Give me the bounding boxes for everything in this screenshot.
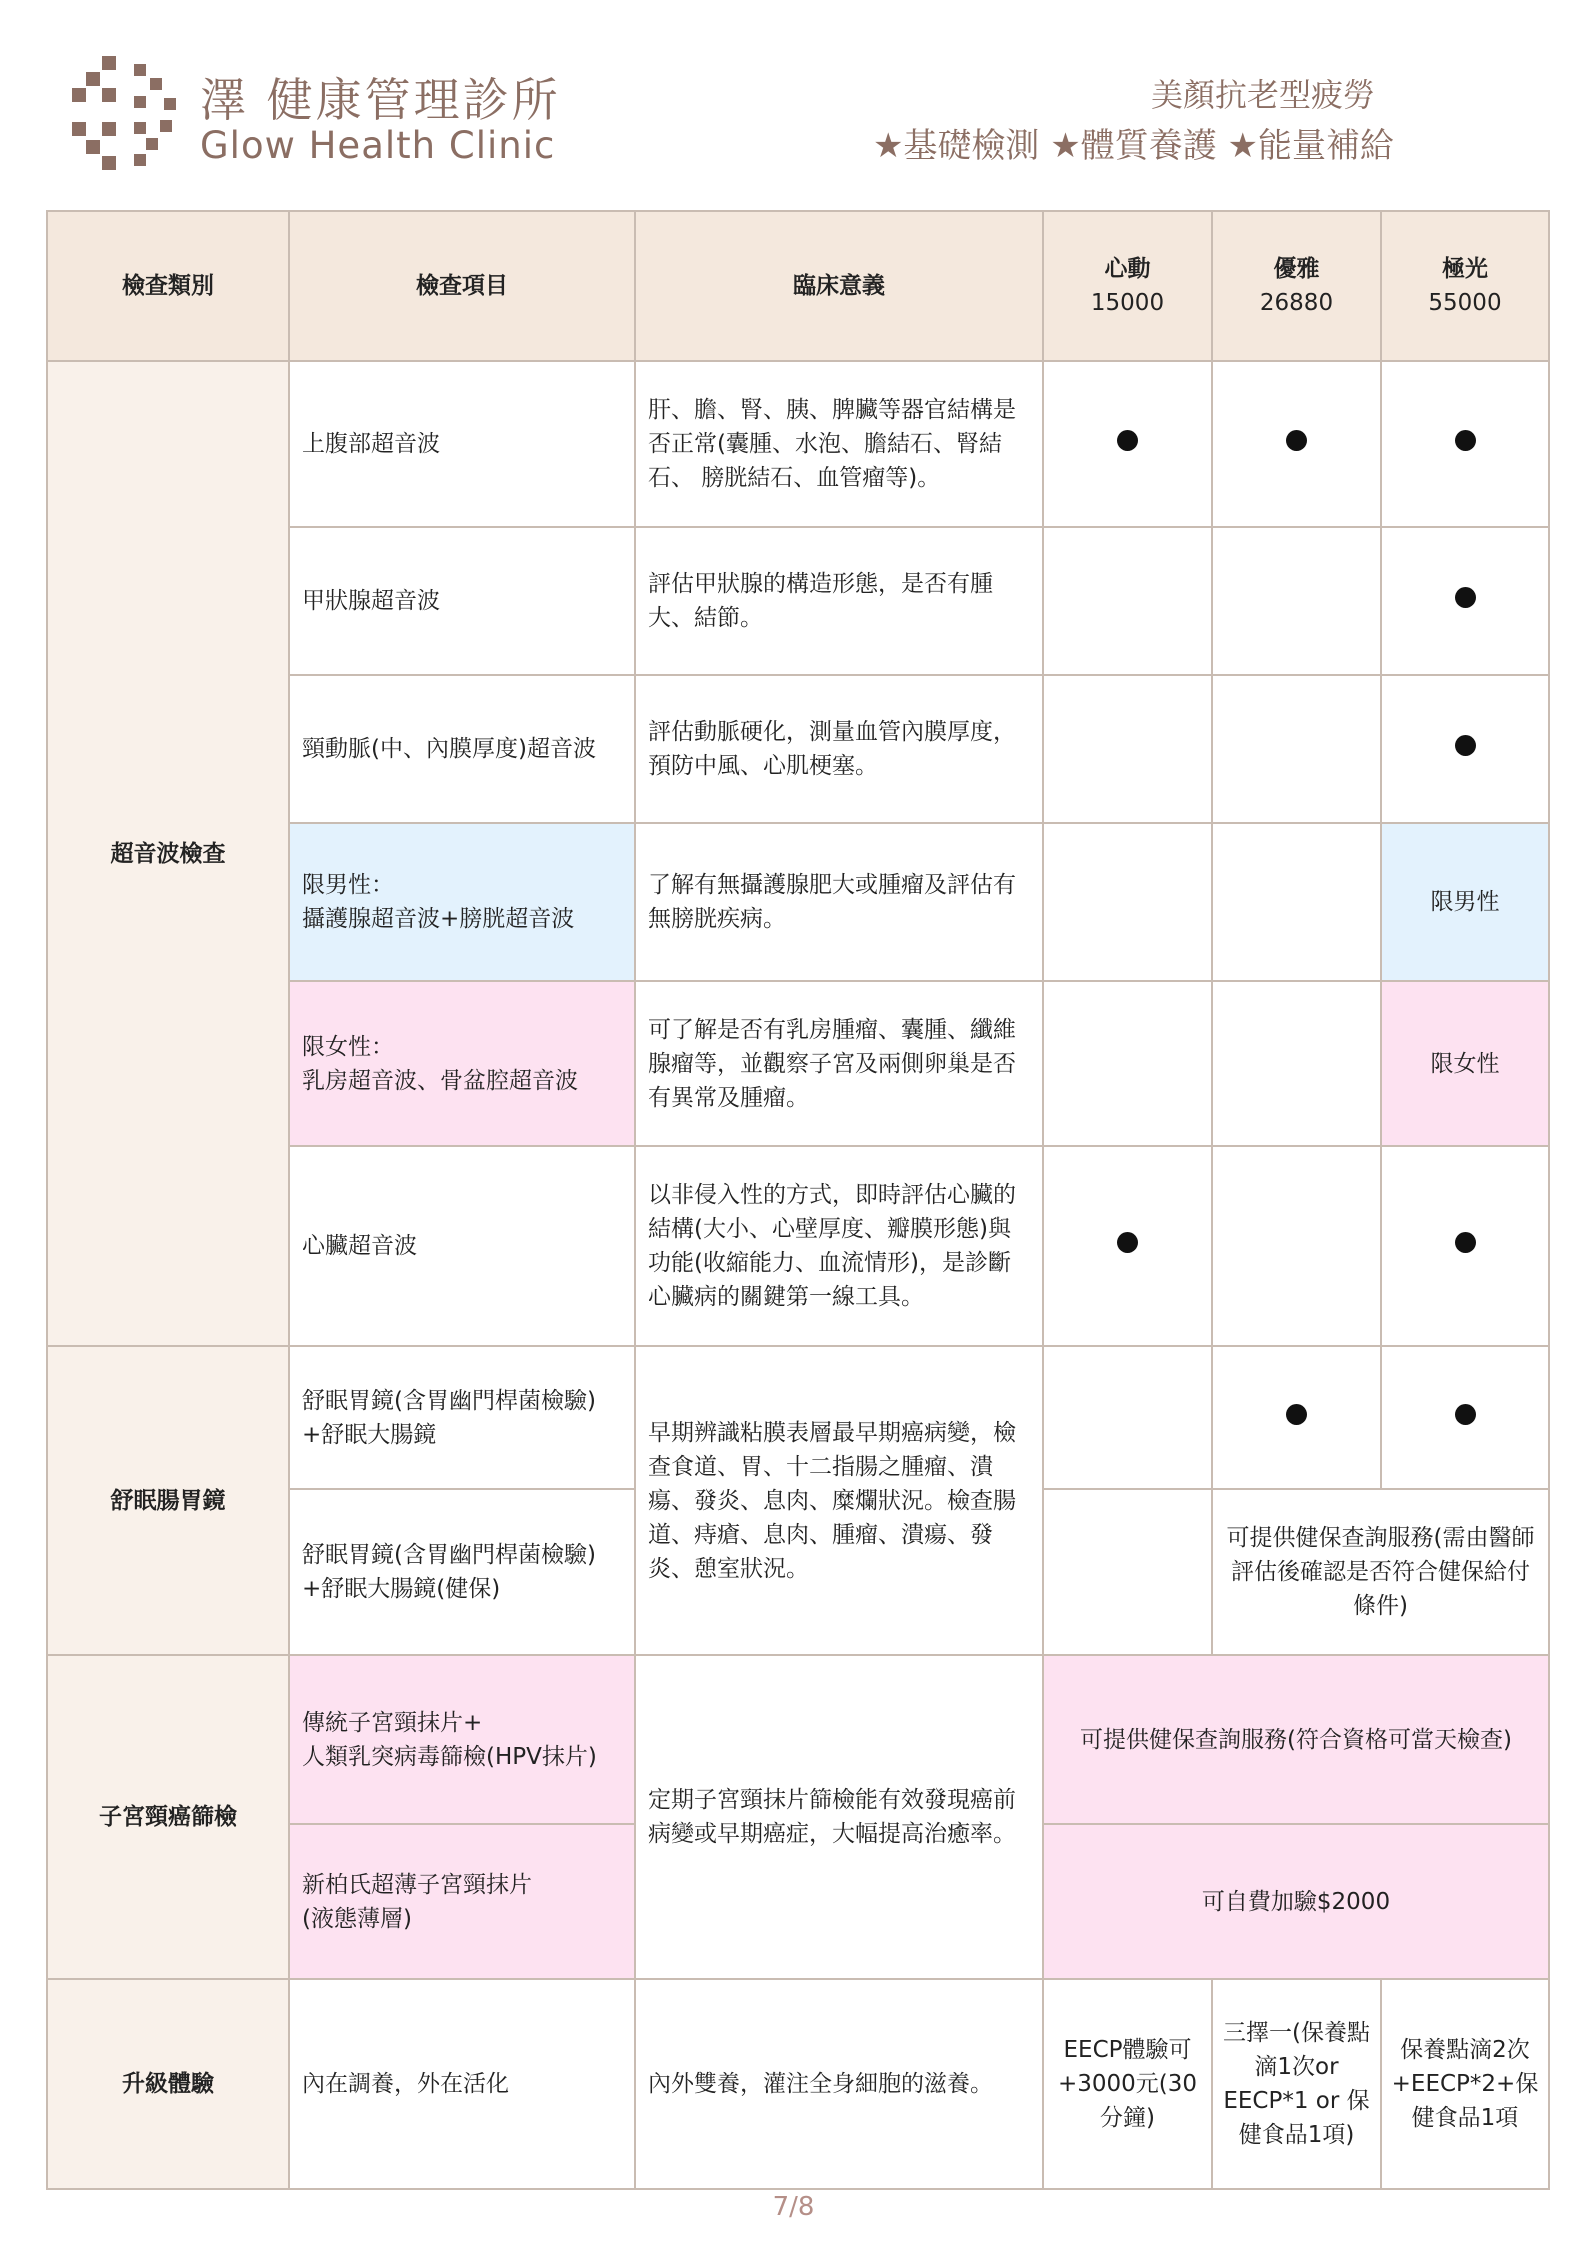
header-category: 檢查類別 <box>47 211 289 361</box>
category-endoscopy: 舒眠腸胃鏡 <box>47 1346 289 1655</box>
mark-cell <box>1212 823 1381 981</box>
mark-cell <box>1212 1146 1381 1346</box>
meaning-carotid: 評估動脈硬化，測量血管內膜厚度，預防中風、心肌梗塞。 <box>635 675 1043 823</box>
item-line: 人類乳突病毒篩檢(HPV抹片) <box>302 1743 597 1770</box>
item-line: 限男性： <box>302 872 394 898</box>
included-dot-icon <box>1455 1232 1476 1253</box>
mark-cell <box>1043 527 1212 675</box>
mark-cell <box>1381 1346 1549 1489</box>
item-thyroid: 甲狀腺超音波 <box>289 527 635 675</box>
item-upgrade: 內在調養，外在活化 <box>289 1979 635 2189</box>
item-line: 舒眠胃鏡(含胃幽門桿菌檢驗) <box>302 1542 596 1568</box>
item-heart: 心臟超音波 <box>289 1146 635 1346</box>
header-package-1 <box>1043 211 1212 361</box>
category-upgrade: 升級體驗 <box>47 1979 289 2189</box>
meaning-heart: 以非侵入性的方式，即時評估心臟的結構(大小、心壁厚度、瓣膜形態)與功能(收縮能力、血流情形)，是診斷心臟病的關鍵第一線工具。 <box>635 1146 1043 1346</box>
mark-cell <box>1043 361 1212 527</box>
checkup-table <box>46 210 1550 2190</box>
item-endoscopy-nhi <box>289 1489 635 1655</box>
included-dot-icon <box>1286 430 1307 451</box>
upgrade-option-3: 保養點滴2次+EECP*2+保健食品1項 <box>1381 1979 1549 2189</box>
item-line: (液態薄層) <box>302 1905 412 1932</box>
upgrade-option-1: EECP體驗可+3000元(30分鐘) <box>1043 1979 1212 2189</box>
item-line: 乳房超音波、骨盆腔超音波 <box>302 1067 578 1094</box>
table-row <box>47 1655 1549 1824</box>
header-package-2 <box>1212 211 1381 361</box>
item-carotid: 頸動脈(中、內膜厚度)超音波 <box>289 675 635 823</box>
included-dot-icon <box>1455 1404 1476 1425</box>
page-header <box>0 0 1587 210</box>
mark-cell <box>1043 823 1212 981</box>
item-line: +舒眠大腸鏡(健保) <box>302 1576 501 1602</box>
meaning-thyroid: 評估甲狀腺的構造形態，是否有腫大、結節。 <box>635 527 1043 675</box>
item-endoscopy-self-pay <box>289 1346 635 1489</box>
mark-cell <box>1381 527 1549 675</box>
header-item: 檢查項目 <box>289 211 635 361</box>
included-dot-icon <box>1455 430 1476 451</box>
item-upper-abdomen: 上腹部超音波 <box>289 361 635 527</box>
category-ultrasound: 超音波檢查 <box>47 361 289 1346</box>
included-dot-icon <box>1455 735 1476 756</box>
meaning-female: 可了解是否有乳房腫瘤、囊腫、纖維腺瘤等，並觀察子宮及兩側卵巢是否有異常及腫瘤。 <box>635 981 1043 1146</box>
clinic-name-en: Glow Health Clinic <box>200 124 556 167</box>
mark-cell <box>1381 361 1549 527</box>
thinprep-note: 可自費加驗$2000 <box>1043 1824 1549 1979</box>
table-row <box>47 1979 1549 2189</box>
mark-cell <box>1043 675 1212 823</box>
clinic-logo-icon <box>72 56 182 174</box>
mark-cell <box>1043 981 1212 1146</box>
male-only-note: 限男性 <box>1381 823 1549 981</box>
meaning-male: 了解有無攝護腺肥大或腫瘤及評估有無膀胱疾病。 <box>635 823 1043 981</box>
item-line: 舒眠胃鏡(含胃幽門桿菌檢驗) <box>302 1387 596 1414</box>
package-name: 優雅 <box>1273 256 1320 282</box>
table-row <box>47 361 1549 527</box>
meaning-endoscopy: 早期辨識粘膜表層最早期癌病變，檢查食道、胃、十二指腸之腫瘤、潰瘍、發炎、息肉、糜爛狀況。檢查腸道、痔瘡、息肉、腫瘤、潰瘍、發炎、憩室狀況。 <box>635 1346 1043 1655</box>
included-dot-icon <box>1117 1232 1138 1253</box>
included-dot-icon <box>1455 587 1476 608</box>
plan-title: 美顏抗老型疲勞 <box>1150 76 1375 114</box>
package-name: 極光 <box>1442 256 1488 282</box>
page-number: 7/8 <box>772 2192 815 2222</box>
item-line: 傳統子宮頸抹片+ <box>302 1709 483 1736</box>
mark-cell <box>1212 981 1381 1146</box>
item-male <box>289 823 635 981</box>
package-price: 15000 <box>1090 290 1165 316</box>
meaning-upgrade: 內外雙養，灌注全身細胞的滋養。 <box>635 1979 1043 2189</box>
item-line: +舒眠大腸鏡 <box>302 1421 437 1448</box>
package-name: 心動 <box>1104 256 1151 282</box>
female-only-note: 限女性 <box>1381 981 1549 1146</box>
included-dot-icon <box>1117 430 1138 451</box>
mark-cell <box>1212 527 1381 675</box>
mark-cell <box>1381 1146 1549 1346</box>
table-header-row <box>47 211 1549 361</box>
meaning-upper-abdomen: 肝、膽、腎、胰、脾臟等器官結構是否正常(囊腫、水泡、膽結石、腎結石、 膀胱結石、血管瘤等)。 <box>635 361 1043 527</box>
item-line: 攝護腺超音波+膀胱超音波 <box>302 906 575 932</box>
header-meaning: 臨床意義 <box>635 211 1043 361</box>
item-pap-smear <box>289 1655 635 1824</box>
upgrade-option-2: 三擇一(保養點滴1次or EECP*1 or 保健食品1項) <box>1212 1979 1381 2189</box>
mark-cell <box>1043 1346 1212 1489</box>
endoscopy-nhi-note: 可提供健保查詢服務(需由醫師評估後確認是否符合健保給付條件) <box>1212 1489 1549 1655</box>
package-price: 26880 <box>1259 290 1334 316</box>
clinic-name-zh: 澤 健康管理診所 <box>200 73 561 127</box>
included-dot-icon <box>1286 1404 1307 1425</box>
mark-cell <box>1043 1489 1212 1655</box>
item-thinprep <box>289 1824 635 1979</box>
category-cervical: 子宮頸癌篩檢 <box>47 1655 289 1979</box>
mark-cell <box>1212 675 1381 823</box>
meaning-cervical: 定期子宮頸抹片篩檢能有效發現癌前病變或早期癌症，大幅提高治癒率。 <box>635 1655 1043 1979</box>
mark-cell <box>1212 1346 1381 1489</box>
item-female <box>289 981 635 1146</box>
mark-cell <box>1212 361 1381 527</box>
table-row <box>47 1346 1549 1489</box>
package-price: 55000 <box>1428 290 1502 316</box>
header-package-3 <box>1381 211 1549 361</box>
mark-cell <box>1381 675 1549 823</box>
item-line: 新柏氏超薄子宮頸抹片 <box>302 1871 532 1898</box>
plan-subtitle: ★基礎檢測 ★體質養護 ★能量補給 <box>872 126 1394 166</box>
pap-smear-note: 可提供健保查詢服務(符合資格可當天檢查) <box>1043 1655 1549 1824</box>
item-line: 限女性： <box>302 1033 394 1060</box>
mark-cell <box>1043 1146 1212 1346</box>
